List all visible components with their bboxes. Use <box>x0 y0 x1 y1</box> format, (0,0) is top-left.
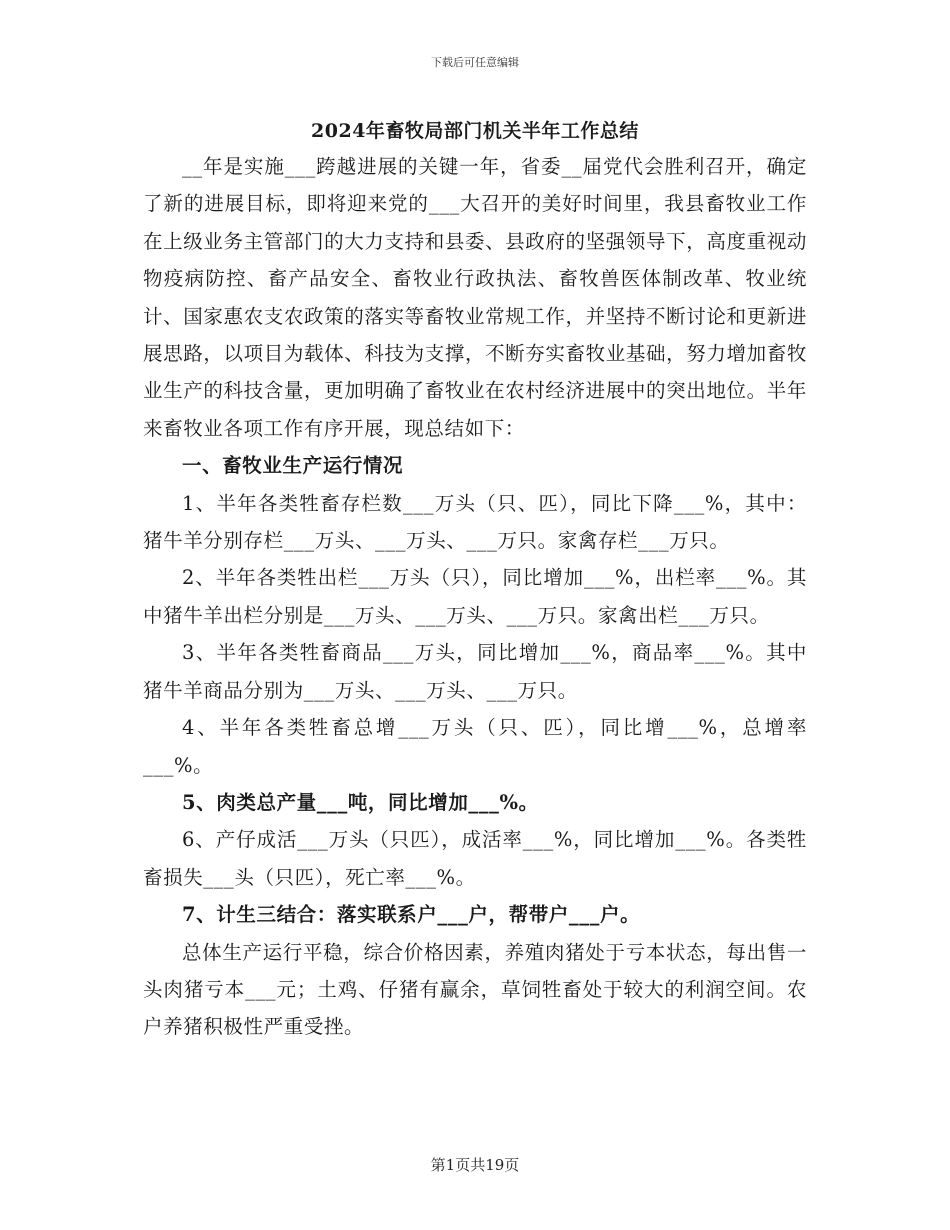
paragraph-item-6: 6、产仔成活___万头（只匹），成活率___%，同比增加___%。各类牲畜损失___头（只匹），死亡率___%。 <box>143 828 807 889</box>
paragraph-item-2: 2、半年各类牲出栏___万头（只），同比增加___%，出栏率___%。其中猪牛羊出栏分别是___万头、___万头、___万只。家禽出栏___万只。 <box>143 566 807 627</box>
paragraph-item-4: 4、半年各类牲畜总增___万头（只、匹），同比增___%，总增率___%。 <box>143 716 807 777</box>
paragraph-item-7: 7、计生三结合：落实联系户___户，帮带户___户。 <box>182 903 641 927</box>
paragraph-item-5: 5、肉类总产量___吨，同比增加___%。 <box>182 790 539 814</box>
paragraph-summary: 总体生产运行平稳，综合价格因素，养殖肉猪处于亏本状态，每出售一头肉猪亏本___元；土鸡、仔猪有赢余，草饲牲畜处于较大的利润空间。农户养猪积极性严重受挫。 <box>143 940 807 1039</box>
section-heading: 一、畜牧业生产运行情况 <box>182 454 404 478</box>
paragraph-item-1: 1、半年各类牲畜存栏数___万头（只、匹），同比下降___%，其中：猪牛羊分别存栏___万头、___万头、___万只。家禽存栏___万只。 <box>143 491 807 553</box>
paragraph-item-3: 3、半年各类牲畜商品___万头，同比增加___%，商品率___%。其中猪牛羊商品分别为___万头、___万头、___万只。 <box>143 641 807 702</box>
document-title: 2024年畜牧局部门机关半年工作总结 <box>311 120 639 142</box>
document-body <box>143 148 807 1046</box>
page-number: 第1页共19页 <box>430 1156 520 1174</box>
paragraph-intro: __年是实施___跨越进展的关键一年，省委__届党代会胜利召开，确定了新的进展目标，即将迎来党的___大召开的美好时间里，我县畜牧业工作在上级业务主管部门的大力支持和县委、县政府的坚强领导下，高度重视动物疫病防控、畜产品安全、畜牧业行政执法、畜牧兽医体制改革、牧业统计、国家惠农支农政策的落实等畜牧业常规工作，并坚持不断讨论和更新进展思路，以项目为载体、科技为支撑，不断夯实畜牧业基础，努力增加畜牧业生产的科技含量，更加明确了畜牧业在农村经济进展中的突出地位。半年来畜牧业各项工作有序开展，现总结如下： <box>143 155 807 440</box>
header-note: 下载后可任意编辑 <box>431 56 519 69</box>
